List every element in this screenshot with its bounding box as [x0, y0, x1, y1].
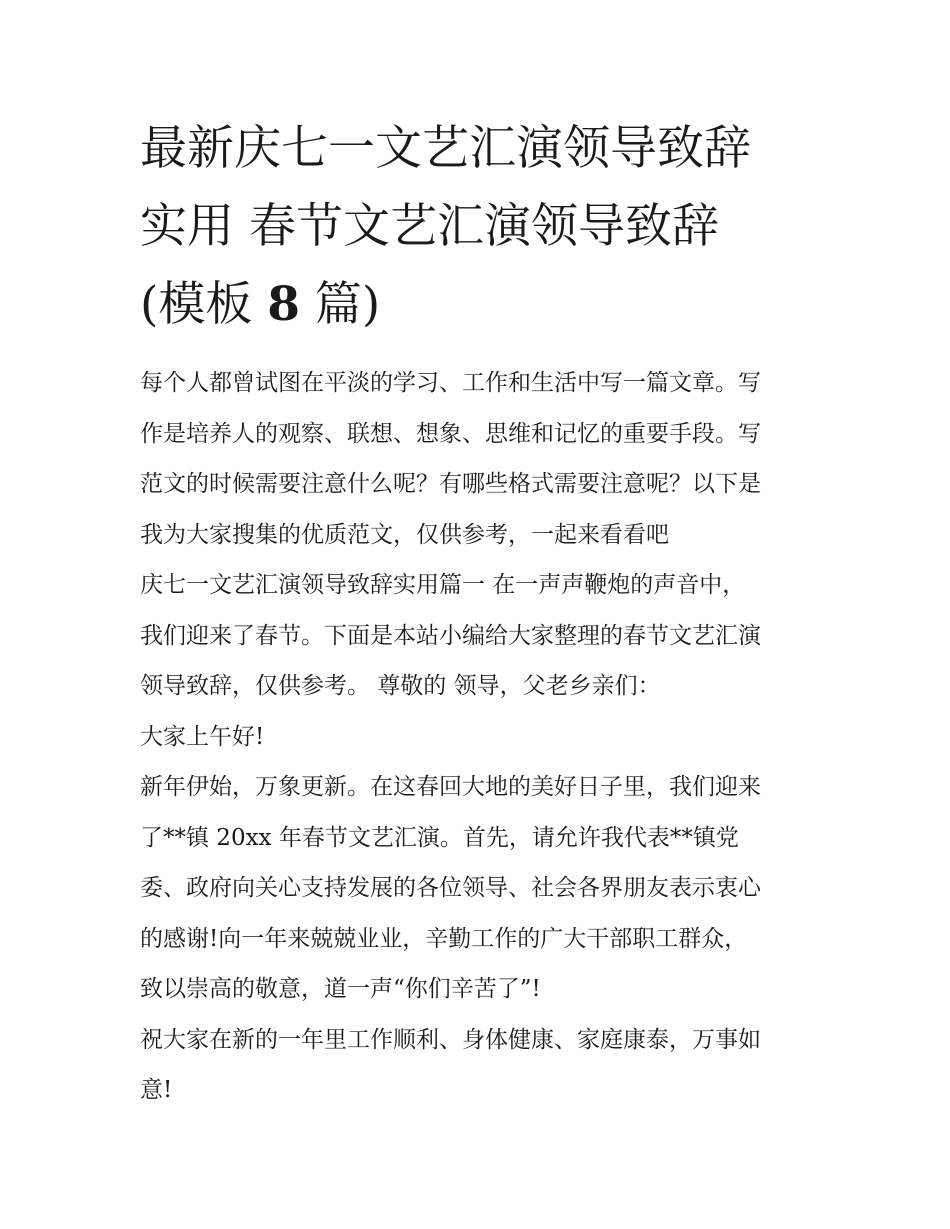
- body-line: 新年伊始，万象更新。在这春回大地的美好日子里，我们迎来: [140, 774, 761, 800]
- document-body: [140, 358, 820, 1116]
- body-line: 致以崇高的敬意，道一声“你们辛苦了”!: [140, 976, 541, 1002]
- body-line: 作是培养人的观察、联想、想象、思维和记忆的重要手段。写: [140, 420, 761, 447]
- body-line: 祝大家在新的一年里工作顺利、身体健康、家庭康泰，万事如: [140, 1026, 761, 1053]
- body-line: 范文的时候需要注意什么呢？有哪些格式需要注意呢？以下是: [140, 471, 761, 497]
- body-line: 了**镇 20xx 年春节文艺汇演。首先，请允许我代表**镇党: [140, 824, 739, 851]
- body-line: 我们迎来了春节。下面是本站小编给大家整理的春节文艺汇演: [140, 622, 761, 649]
- title-line: (模板 8 篇): [140, 277, 381, 332]
- body-line: 大家上午好!: [140, 723, 265, 750]
- title-line: 实用 春节文艺汇演领导致辞: [140, 199, 719, 254]
- body-line: 意!: [140, 1077, 173, 1103]
- body-line: 委、政府向关心支持发展的各位领导、社会各界朋友表示衷心: [140, 875, 761, 901]
- body-line: 我为大家搜集的优质范文，仅供参考，一起来看看吧: [140, 521, 669, 548]
- body-line: 每个人都曾试图在平淡的学习、工作和生活中写一篇文章。写: [140, 370, 761, 396]
- body-line: 的感谢!向一年来兢兢业业，辛勤工作的广大干部职工群众，: [140, 925, 748, 952]
- document-title: [140, 110, 820, 344]
- body-line: 领导致辞，仅供参考。 尊敬的 领导，父老乡亲们：: [140, 673, 661, 699]
- title-line: 最新庆七一文艺汇演领导致辞: [140, 121, 751, 176]
- body-line: 庆七一文艺汇演领导致辞实用篇一 在一声声鞭炮的声音中，: [140, 572, 746, 598]
